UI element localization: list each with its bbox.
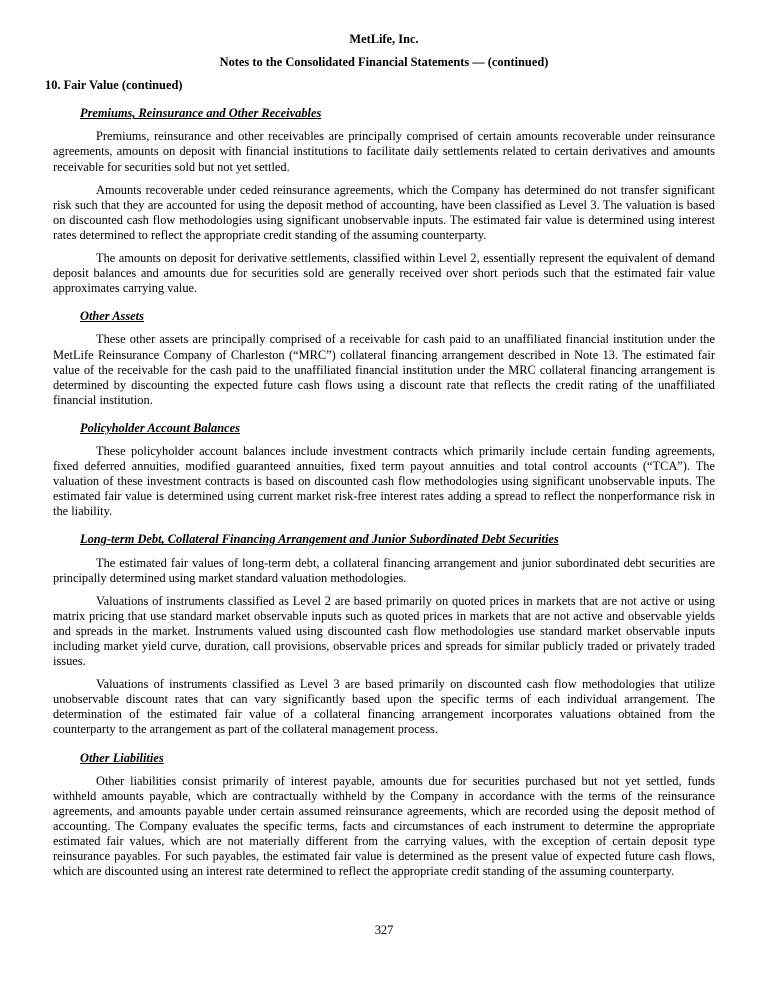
company-name: MetLife, Inc. — [349, 32, 419, 46]
paragraph: Other liabilities consist primarily of interest payable, amounts due for securities purchased but not yet settled, funds withheld amounts payable, which are contractually withheld by the Company in accordance with the terms of the reinsurance agreements, and amounts payable under certain assumed reinsurance agreements, which are recorded using the deposit method of accounting. The Company evaluates the specific terms, facts and circumstances of each instrument to determine the appropriate estimated fair values, which are not materially different from the carrying values, with the exception of certain deposit type reinsurance payables. For such payables, the estimated fair value is determined as the present value of expected future cash flows, which are discounted using an interest rate determined to reflect the appropriate credit standing of the assuming counterparty. — [53, 773, 715, 879]
paragraph: These other assets are principally comprised of a receivable for cash paid to an unaffiliated financial institution under the MetLife Reinsurance Company of Charleston (“MRC”) collateral financing arrangement described in Note 13. The estimated fair value of the receivable for the cash paid to the unaffiliated financial institution under the MRC collateral financing arrangement is determined by discounting the expected future cash flows using a discount rate that reflects the credit rating of the unaffiliated financial institution. — [53, 332, 715, 407]
paragraph: The amounts on deposit for derivative settlements, classified within Level 2, essentially represent the equivalent of demand deposit balances and amounts due for securities sold are generally received over short periods such that the estimated fair value approximates carrying value. — [53, 251, 715, 296]
section — [53, 421, 715, 520]
section-heading: Long-term Debt, Collateral Financing Arrangement and Junior Subordinated Debt Securities — [80, 532, 559, 547]
section — [53, 106, 715, 296]
paragraph: Valuations of instruments classified as Level 2 are based primarily on quoted prices in markets that are not active or using matrix pricing that use standard market observable inputs such as quoted prices in markets that are not active and observable yields and spreads in the market. Instruments valued using discounted cash flow methodologies use standard market observable inputs including market yield curve, duration, call provisions, observable prices and spreads for similar publicly traded or privately traded issues. — [53, 593, 715, 669]
section-heading: Other Assets — [80, 309, 144, 324]
document-title: Notes to the Consolidated Financial Statements — (continued) — [219, 55, 549, 70]
paragraph: Amounts recoverable under ceded reinsurance agreements, which the Company has determined do not transfer significant risk such that they are accounted for using the deposit method of accounting, have been classified as Level 3. The valuation is based on discounted cash flow methodologies using significant unobservable inputs. The estimated fair value is determined using interest rates determined to reflect the appropriate credit standing of the assuming counterparty. — [53, 182, 715, 242]
page-number: 327 — [374, 923, 394, 937]
paragraph: The estimated fair values of long-term debt, a collateral financing arrangement and junior subordinated debt securities are principally determined using market standard valuation methodologies. — [53, 555, 715, 585]
note-section-title: 10. Fair Value (continued) — [45, 78, 183, 93]
section — [53, 309, 715, 408]
paragraph: Premiums, reinsurance and other receivables are principally comprised of certain amounts recoverable under reinsurance agreements, amounts on deposit with financial institutions to facilitate daily settlements related to certain derivatives and amounts receivable for securities sold but not yet settled. — [53, 129, 715, 174]
section — [53, 532, 715, 737]
section-heading: Other Liabilities — [80, 750, 164, 765]
section-heading: Policyholder Account Balances — [80, 420, 240, 435]
paragraph: Valuations of instruments classified as Level 3 are based primarily on discounted cash flow methodologies that utilize unobservable discount rates that can vary significantly based upon the specific terms of each individual arrangement. The determination of the estimated fair value of a collateral financing arrangement incorporates valuations obtained from the counterparty to the arrangement as part of the collateral management process. — [53, 677, 715, 737]
section-heading: Premiums, Reinsurance and Other Receivables — [80, 106, 322, 121]
section — [53, 751, 715, 880]
paragraph: These policyholder account balances include investment contracts which primarily include certain funding agreements, fixed deferred annuities, modified guaranteed annuities, fixed term payout annuities and total control accounts (“TCA”). The valuation of these investment contracts is based on discounted cash flow methodologies using significant unobservable inputs. The estimated fair value is determined using current market risk-free interest rates adding a spread to reflect the nonperformance risk in the liability. — [53, 443, 715, 519]
sections — [53, 106, 715, 879]
